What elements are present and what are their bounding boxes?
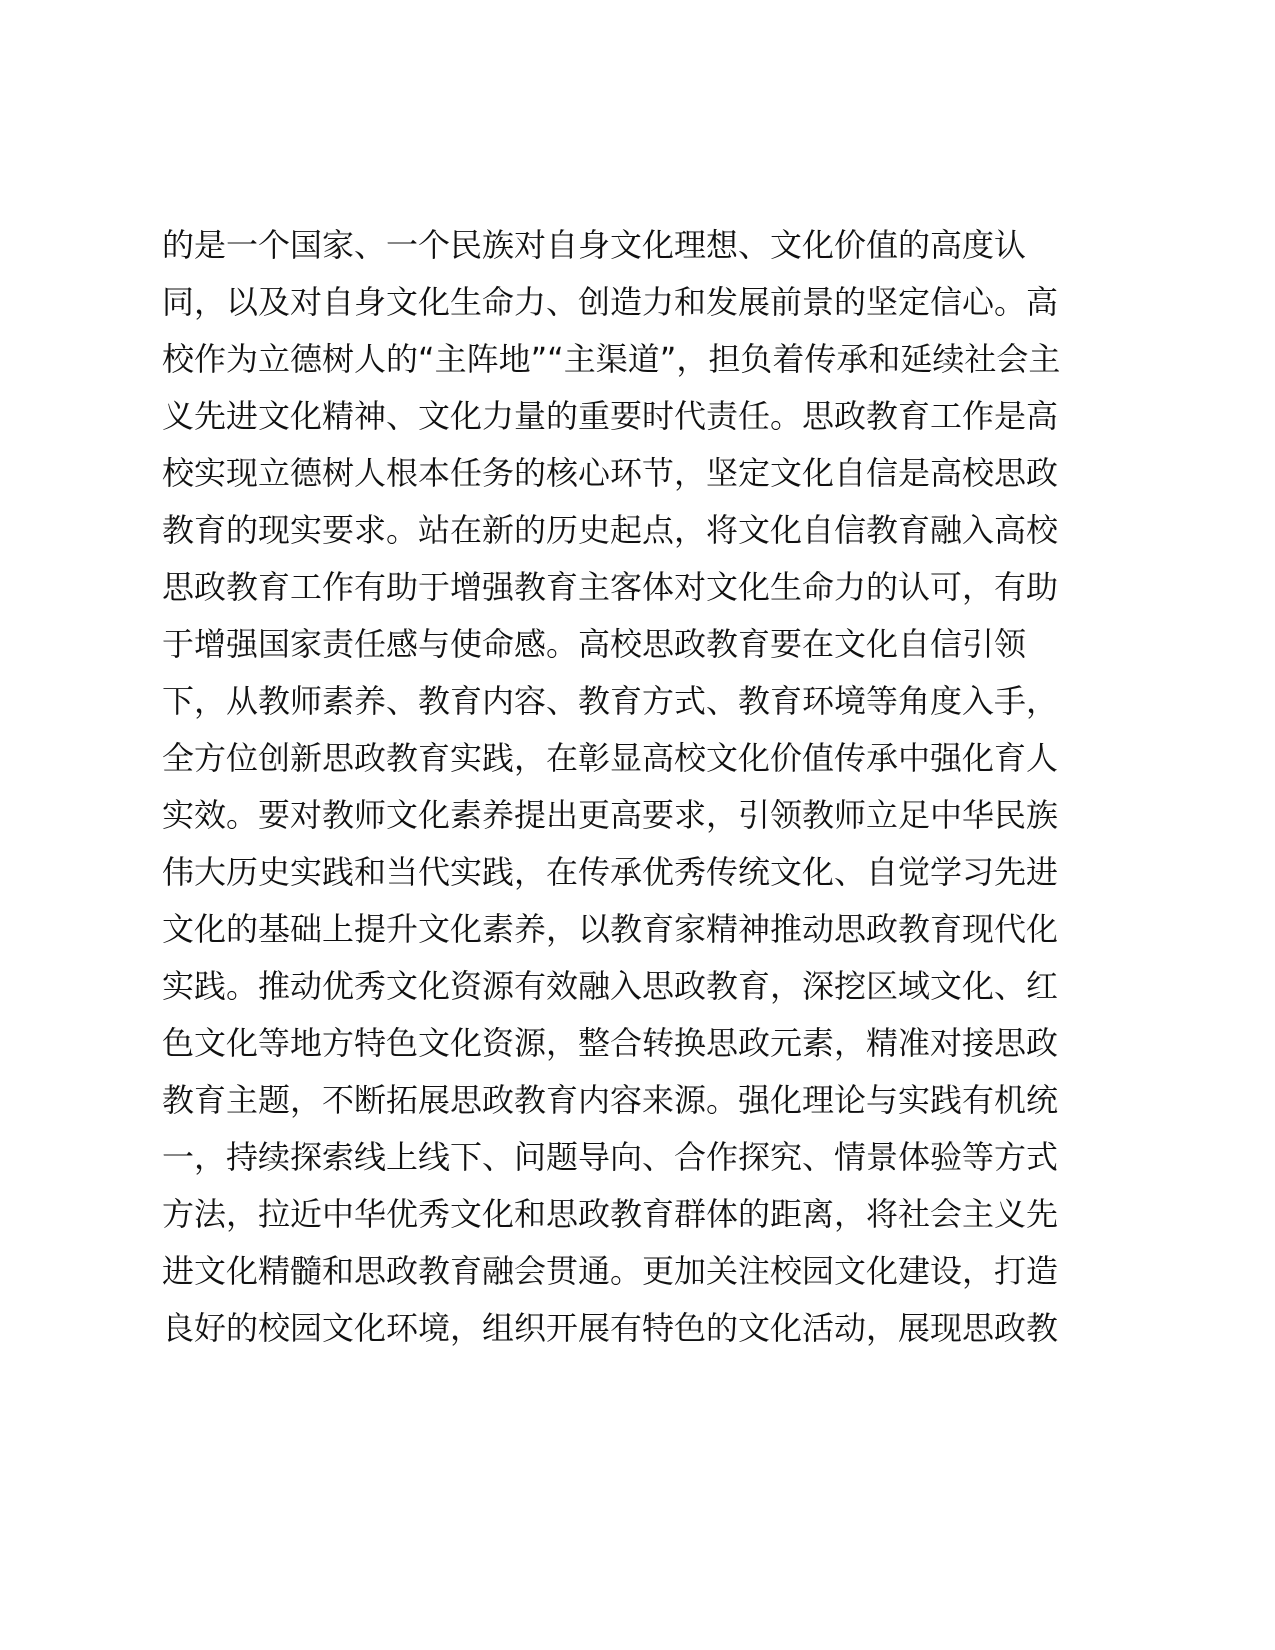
text-line: 伟大历史实践和当代实践，在传承优秀传统文化、自觉学习先进	[162, 853, 1059, 891]
text-line: 下，从教师素养、教育内容、教育方式、教育环境等角度入手，	[162, 682, 1059, 720]
text-line: 全方位创新思政教育实践，在彰显高校文化价值传承中强化育人	[162, 739, 1059, 777]
text-line: 进文化精髓和思政教育融会贯通。更加关注校园文化建设，打造	[162, 1252, 1059, 1290]
text-line: 同，以及对自身文化生命力、创造力和发展前景的坚定信心。高	[162, 283, 1059, 321]
text-line: 于增强国家责任感与使命感。高校思政教育要在文化自信引领	[162, 625, 1027, 663]
text-line: 思政教育工作有助于增强教育主客体对文化生命力的认可，有助	[162, 568, 1059, 606]
text-line: 校实现立德树人根本任务的核心环节，坚定文化自信是高校思政	[162, 454, 1059, 492]
text-line: 文化的基础上提升文化素养，以教育家精神推动思政教育现代化	[162, 910, 1059, 948]
text-line: 的是一个国家、一个民族对自身文化理想、文化价值的高度认	[162, 226, 1027, 264]
text-line: 良好的校园文化环境，组织开展有特色的文化活动，展现思政教	[162, 1309, 1059, 1347]
text-line: 教育的现实要求。站在新的历史起点，将文化自信教育融入高校	[162, 511, 1059, 549]
text-line: 实践。推动优秀文化资源有效融入思政教育，深挖区域文化、红	[162, 967, 1059, 1005]
text-line: 方法，拉近中华优秀文化和思政教育群体的距离，将社会主义先	[162, 1195, 1059, 1233]
text-line: 义先进文化精神、文化力量的重要时代责任。思政教育工作是高	[162, 397, 1059, 435]
text-line: 色文化等地方特色文化资源，整合转换思政元素，精准对接思政	[162, 1024, 1059, 1062]
text-line: 教育主题，不断拓展思政教育内容来源。强化理论与实践有机统	[162, 1081, 1059, 1119]
text-line: 实效。要对教师文化素养提出更高要求，引领教师立足中华民族	[162, 796, 1059, 834]
text-line: 一，持续探索线上线下、问题导向、合作探究、情景体验等方式	[162, 1138, 1059, 1176]
text-line: 校作为立德树人的“主阵地”“主渠道”，担负着传承和延续社会主	[162, 340, 1061, 378]
body-paragraph	[162, 217, 1162, 1357]
